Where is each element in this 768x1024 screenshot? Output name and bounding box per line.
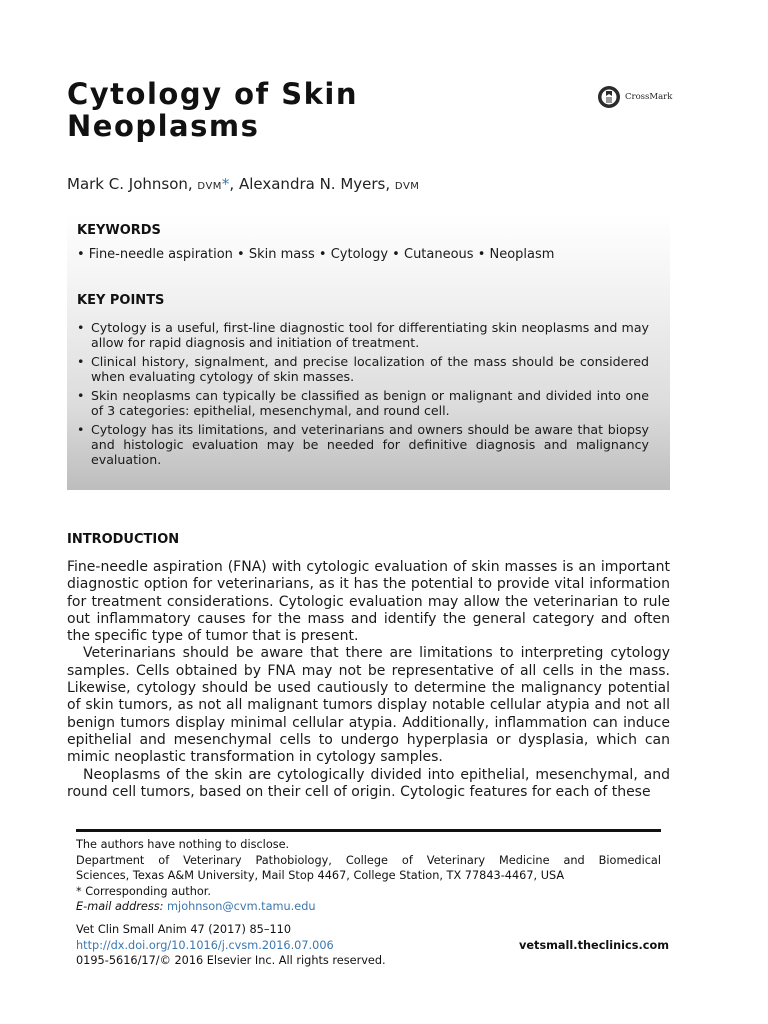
key-point-item: • Skin neoplasms can typically be classified as benign or malignant and divided into one of 3 categories: epithelial, mesenchymal, and round cell.: [77, 388, 649, 418]
crossmark-badge[interactable]: [597, 84, 673, 110]
citation-block: [76, 922, 669, 969]
body-paragraph: Veterinarians should be aware that there are limitations to interpreting cytology samples. Cells obtained by FNA may not be representative of all cells in the mass. Likewise, cytology should be used cautiously to determine the malignancy potential of skin tumors, as not all malignant tumors display notable cellular atypia and not all benign tumors display minimal cellular atypia. Additionally, inflammation can induce epithelial and mesenchymal cells to undergo hyperplasia or dysplasia, which can mimic neoplastic transformation in cytology samples.: [67, 645, 670, 766]
doi-row: [76, 938, 669, 954]
key-point-item: • Clinical history, signalment, and precise localization of the mass should be considered when evaluating cytology of skin masses.: [77, 354, 649, 384]
affiliation-line-1: Department of Veterinary Pathobiology, College of Veterinary Medicine and Biomedical: [76, 853, 661, 867]
key-points-heading: KEY POINTS: [77, 293, 165, 308]
author-1-name: Mark C. Johnson,: [67, 175, 198, 193]
email-label: E-mail address:: [76, 900, 164, 913]
author-2-degree: DVM: [394, 181, 420, 192]
journal-citation: Vet Clin Small Anim 47 (2017) 85–110: [76, 923, 292, 936]
keywords-list: • Fine-needle aspiration • Skin mass • Cytology • Cutaneous • Neoplasm: [77, 247, 555, 262]
key-points-list: [77, 320, 649, 471]
article-title: [67, 78, 487, 142]
article-title-line-2: Neoplasms: [67, 109, 260, 143]
email-line: [76, 899, 661, 915]
key-point-item: • Cytology is a useful, first-line diagnostic tool for differentiating skin neoplasms and may allow for rapid diagnosis and initiation of treatment.: [77, 320, 649, 350]
introduction-heading: INTRODUCTION: [67, 532, 180, 547]
body-paragraph: Fine-needle aspiration (FNA) with cytologic evaluation of skin masses is an important diagnostic option for veterinarians, as it has the potential to provide vital information for treatment considerations. Cytologic evaluation may allow the veterinarian to rule out inflammatory causes for the mass and identify the general category and often the specific type of tumor that is present.: [67, 559, 670, 645]
crossmark-label: CrossMark: [625, 92, 673, 102]
introduction-body: [67, 559, 670, 801]
author-2-name: Alexandra N. Myers,: [238, 175, 395, 193]
footnotes: [76, 837, 661, 915]
email-link[interactable]: mjohnson@cvm.tamu.edu: [167, 900, 316, 913]
copyright-notice: 0195-5616/17/© 2016 Elsevier Inc. All rights reserved.: [76, 954, 386, 967]
keywords-key-points-box: [67, 213, 670, 490]
journal-website[interactable]: vetsmall.theclinics.com: [519, 938, 669, 952]
body-paragraph: Neoplasms of the skin are cytologically divided into epithelial, mesenchymal, and round cell tumors, based on their cell of origin. Cytologic features for each of these: [67, 766, 670, 800]
corresponding-author-note: * Corresponding author.: [76, 884, 211, 898]
disclosure-note: The authors have nothing to disclose.: [76, 838, 290, 851]
author-list: [67, 174, 667, 197]
key-point-item: • Cytology has its limitations, and veterinarians and owners should be aware that biopsy and histologic evaluation may be needed for definitive diagnosis and malignancy evaluation.: [77, 422, 649, 467]
keywords-heading: KEYWORDS: [77, 223, 161, 238]
corresponding-author-mark[interactable]: *: [221, 175, 230, 193]
footnote-divider: [76, 829, 661, 832]
doi-link[interactable]: http://dx.doi.org/10.1016/j.cvsm.2016.07.006: [76, 938, 334, 952]
author-1-degree: DVM: [197, 181, 222, 192]
article-title-line-1: Cytology of Skin: [67, 77, 358, 111]
affiliation-line-2: Sciences, Texas A&M University, Mail Stop 4467, College Station, TX 77843-4467, USA: [76, 869, 565, 882]
author-separator: ,: [229, 175, 239, 193]
crossmark-icon: [597, 85, 621, 109]
